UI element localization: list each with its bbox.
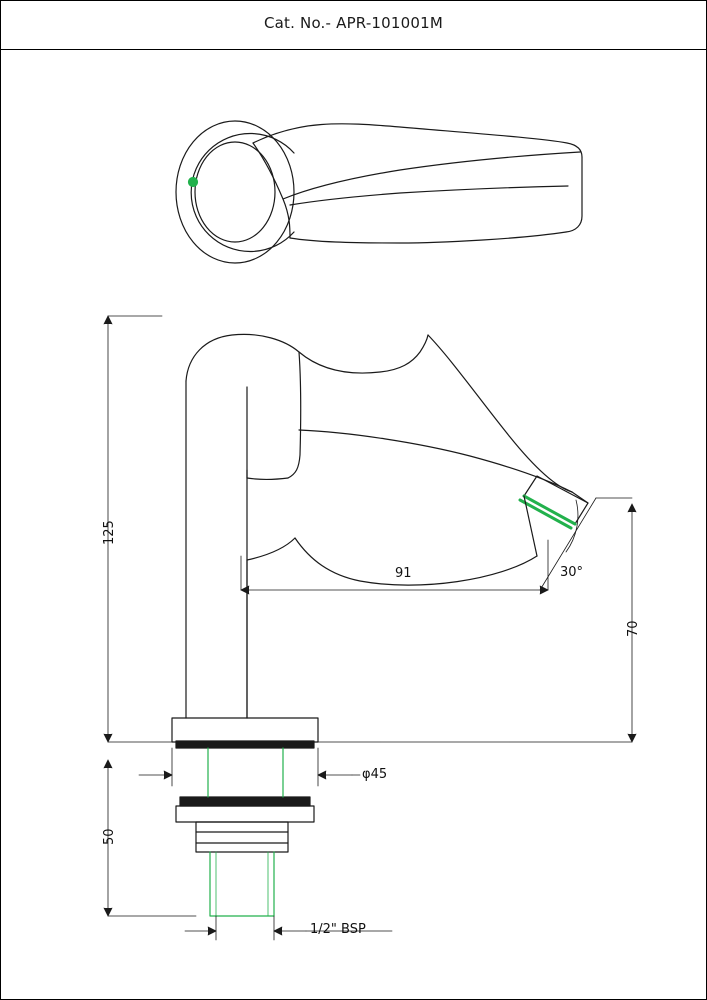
top-view-geometry — [176, 121, 582, 263]
dimension-label-spout-height: 70 — [626, 620, 641, 637]
front-view-geometry — [186, 334, 588, 718]
dimension-lines — [104, 316, 636, 940]
page-title: Cat. No.- APR-101001M — [263, 14, 444, 32]
dimension-label-reach: 91 — [395, 566, 412, 581]
dimension-label-shank: 50 — [102, 828, 117, 845]
dimension-label-diameter: φ45 — [362, 767, 388, 782]
dimension-label-thread: 1/2" BSP — [310, 922, 366, 937]
base-and-shank-geometry — [172, 718, 318, 916]
dimension-label-angle: 30° — [560, 565, 584, 580]
dimension-label-height: 125 — [102, 520, 117, 545]
